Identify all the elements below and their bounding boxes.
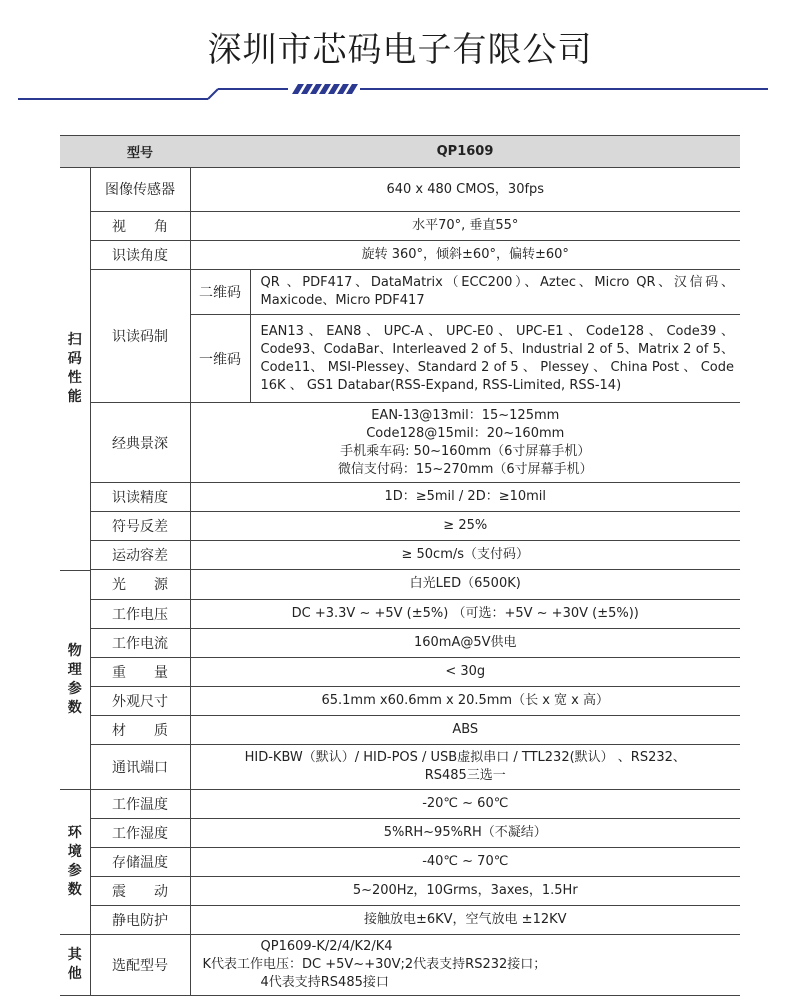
row-name-light: 光 源 [90, 570, 190, 599]
row-value-storage-temp: -40℃ ~ 70℃ [190, 847, 740, 876]
category-scan [60, 168, 90, 571]
options-line-3: 4代表支持RS485接口 [260, 974, 389, 990]
row-value-current: 160mA@5V供电 [190, 628, 740, 657]
row-name-material: 材 质 [90, 715, 190, 744]
row-value-esd: 接触放电±6KV，空气放电 ±12KV [190, 905, 740, 934]
row-name-vibration: 震 动 [90, 876, 190, 905]
row-name-depth: 经典景深 [90, 403, 190, 483]
depth-line-2: Code128@15mil：20~160mm [366, 425, 565, 441]
model-value: QP1609 [190, 136, 740, 168]
row-name-motion: 运动容差 [90, 541, 190, 570]
table-row [60, 934, 740, 995]
options-line-1: QP1609-K/2/4/K2/K4 [260, 938, 393, 954]
table-row [60, 818, 740, 847]
symbology-1d-text: EAN13、EAN8、UPC-A、UPC-E0、UPC-E1、Code128、Code39、Code93、CodaBar、Interleaved 2 of 5、Industrial 2 of 5、Matrix 2 of 5、Code11、 MSI-Plessey、Standard 2 of 5 、 Plessey 、 China Post 、 Code 16K 、 GS1 Databar(RSS-Expand, RSS-Limited, RSS-14) [260, 323, 735, 393]
row-value-op-humidity: 5%RH~95%RH（不凝结） [190, 818, 740, 847]
row-value-contrast: ≥ 25% [190, 512, 740, 541]
table-row [60, 744, 740, 789]
header-divider [0, 80, 800, 104]
model-label: 型号 [90, 136, 190, 168]
row-name-op-temp: 工作温度 [90, 789, 190, 818]
category-label: 环境参数 [67, 824, 82, 898]
category-label: 扫码性能 [67, 331, 82, 405]
row-name-size: 外观尺寸 [90, 686, 190, 715]
row-name-storage-temp: 存储温度 [90, 847, 190, 876]
table-row [60, 905, 740, 934]
row-name-current: 工作电流 [90, 628, 190, 657]
table-row [60, 715, 740, 744]
row-name-contrast: 符号反差 [90, 512, 190, 541]
row-name-weight: 重 量 [90, 657, 190, 686]
row-value-op-temp: -20℃ ~ 60℃ [190, 789, 740, 818]
header-blank [60, 136, 90, 168]
row-value-size: 65.1mm x60.6mm x 20.5mm（长 x 宽 x 高） [190, 686, 740, 715]
depth-line-3: 手机乘车码: 50~160mm（6寸屏幕手机） [340, 443, 591, 459]
row-name-angle: 视 角 [90, 212, 190, 241]
table-row [60, 241, 740, 270]
row-value-angle: 水平70°, 垂直55° [190, 212, 740, 241]
interface-line-2: RS485三选一 [424, 767, 506, 783]
row-name-interface: 通讯端口 [90, 744, 190, 789]
table-row [60, 512, 740, 541]
category-label: 物理参数 [67, 642, 82, 716]
table-header-row [60, 136, 740, 168]
table-row [60, 168, 740, 212]
table-row [60, 483, 740, 512]
row-value-vibration: 5~200Hz，10Grms，3axes，1.5Hr [190, 876, 740, 905]
row-name-precision: 识读精度 [90, 483, 190, 512]
category-physical [60, 570, 90, 789]
divider-line-diag [208, 89, 218, 99]
row-value-interface [190, 744, 740, 789]
row-name-op-humidity: 工作湿度 [90, 818, 190, 847]
depth-line-4: 微信支付码：15~270mm（6寸屏幕手机） [337, 461, 593, 477]
row-value-motion: ≥ 50cm/s（支付码） [190, 541, 740, 570]
interface-line-1: HID-KBW（默认）/ HID-POS / USB虚拟串口 / TTL232(默认） 、RS232、 [244, 749, 686, 765]
symbology-2d-text: QR 、PDF417、DataMatrix（ECC200）、Aztec、Micro QR、汉信码、Maxicode、Micro PDF417 [260, 275, 735, 308]
table-row [60, 541, 740, 570]
row-value-voltage: DC +3.3V ~ +5V (±5%) （可选：+5V ~ +30V (±5%)) [190, 599, 740, 628]
table-row [60, 686, 740, 715]
table-row [60, 876, 740, 905]
row-name-esd: 静电防护 [90, 905, 190, 934]
row-value-1d [250, 315, 740, 403]
table-row [60, 270, 740, 315]
table-row [60, 657, 740, 686]
table-row [60, 847, 740, 876]
table-row [60, 403, 740, 483]
row-name-symbology: 识读码制 [90, 270, 190, 403]
category-environment [60, 789, 90, 934]
row-value-material: ABS [190, 715, 740, 744]
table-row [60, 789, 740, 818]
row-name-sensor: 图像传感器 [90, 168, 190, 212]
row-name-options: 选配型号 [90, 934, 190, 995]
company-title: 深圳市芯码电子有限公司 [207, 30, 593, 70]
table-row [60, 599, 740, 628]
row-name-read-angle: 识读角度 [90, 241, 190, 270]
sub-label-1d: 一维码 [190, 315, 250, 403]
row-value-sensor: 640 x 480 CMOS，30fps [190, 168, 740, 212]
row-value-depth [190, 403, 740, 483]
sub-label-2d: 二维码 [190, 270, 250, 315]
table-row [60, 628, 740, 657]
table-row [60, 570, 740, 599]
spec-table [60, 135, 740, 996]
row-value-options [190, 934, 740, 995]
row-name-voltage: 工作电压 [90, 599, 190, 628]
table-row [60, 212, 740, 241]
category-other [60, 934, 90, 995]
row-value-weight: < 30g [190, 657, 740, 686]
row-value-read-angle: 旋转 360°，倾斜±60°，偏转±60° [190, 241, 740, 270]
depth-line-1: EAN-13@13mil：15~125mm [371, 407, 560, 423]
row-value-2d [250, 270, 740, 315]
divider-stripes [292, 84, 358, 94]
row-value-precision: 1D：≥5mil / 2D：≥10mil [190, 483, 740, 512]
row-value-light: 白光LED（6500K) [190, 570, 740, 599]
category-label: 其他 [67, 946, 82, 982]
options-line-2: K代表工作电压：DC +5V~+30V;2代表支持RS232接口； [202, 956, 547, 972]
